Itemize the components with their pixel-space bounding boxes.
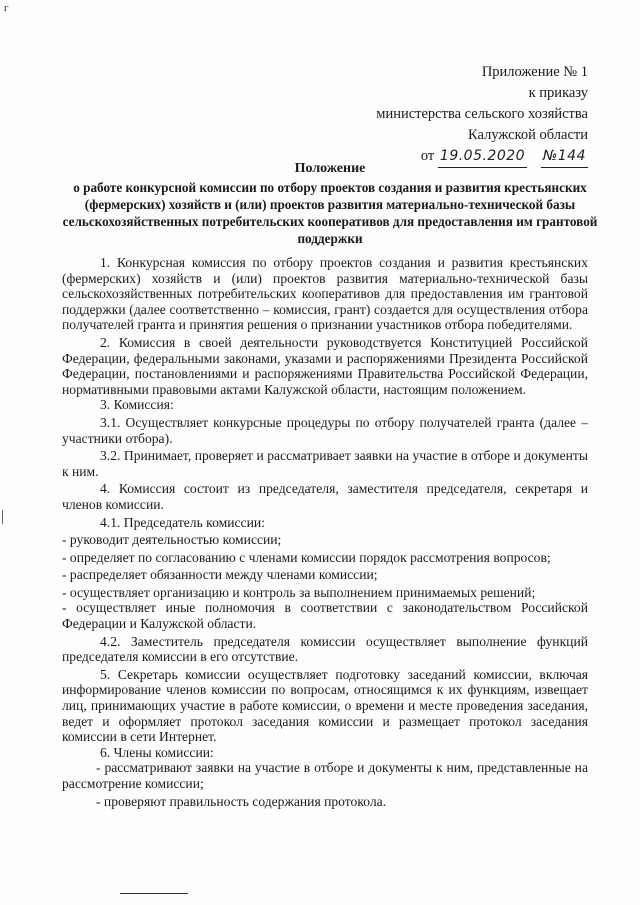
paragraph-4-2: 4.2. Заместитель председателя комиссии осуществляет выполнение функций председателя комиссии в его отсутствие.: [62, 633, 588, 665]
document-subtitle: о работе конкурсной комиссии по отбору проектов создания и развития крестьянских (фермерских) хозяйств и (или) проектов развития материально-технической базы сельскохозяйственных потребительских кооперативов для предоставления им грантовой поддержки: [62, 180, 598, 246]
list-item-chairman-3: - распределяет обязанности между членами комиссии;: [62, 567, 378, 583]
handwritten-date: 19.05.2020: [438, 146, 527, 168]
list-item-chairman-4: - осуществляет организацию и контроль за выполнением принимаемых решений;: [62, 584, 536, 600]
paragraph-3-1: 3.1. Осуществляет конкурсные процедуры по отбору получателей гранта (далее – участники отбора).: [62, 414, 588, 446]
appendix-order-ref: к приказу: [528, 85, 588, 101]
list-item-chairman-1: - руководит деятельностью комиссии;: [62, 532, 282, 548]
handwritten-number: №144: [541, 146, 588, 168]
paragraph-4-1: 4.1. Председатель комиссии:: [100, 514, 265, 530]
footer-rule: [120, 893, 188, 894]
appendix-number: Приложение № 1: [481, 64, 588, 80]
appendix-region: Калужской области: [468, 127, 588, 143]
date-prefix: от: [420, 148, 435, 164]
paragraph-3-2: 3.2. Принимает, проверяет и рассматривает заявки на участие в отборе и документы к ним.: [62, 448, 588, 479]
paragraph-1: 1. Конкурсная комиссия по отбору проектов создания и развития крестьянских (фермерских) хозяйств и (или) проектов развития материально-технической базы сельскохозяйственных потребительских кооперативов для предоставления им грантовой поддержки (далее соответственно – комиссия, грант) создается для осуществления отбора получателей гранта и принятия решения о признании участников отбора победителями.: [62, 255, 588, 333]
document-title: Положение: [294, 161, 366, 176]
appendix-header: [376, 62, 588, 168]
list-item-chairman-5: - осуществляет иные полномочия в соответствии с законодательством Российской Федерации и Калужской области.: [62, 600, 588, 632]
document-title-block: [60, 160, 600, 247]
paragraph-2: 2. Комиссия в своей деятельности руководствуется Конституцией Российской Федерации, федеральными законами, указами и распоряжениями Президента Российской Федерации, постановлениями и распоряжениями Правительства Российской Федерации, нормативными правовыми актами Калужской области, настоящим положением.: [62, 334, 588, 397]
paragraph-3: 3. Комиссия:: [100, 397, 174, 413]
list-item-chairman-2: - определяет по согласованию с членами комиссии порядок рассмотрения вопросов;: [62, 549, 551, 565]
paragraph-4: 4. Комиссия состоит из председателя, заместителя председателя, секретаря и членов комиссии.: [62, 481, 588, 512]
appendix-ministry: министерства сельского хозяйства: [376, 106, 588, 122]
document-body: [62, 255, 588, 809]
paragraph-5: 5. Секретарь комиссии осуществляет подготовку заседаний комиссии, включая информирование членов комиссии по вопросам, относящимся к их функциям, извещает лиц, принимающих участие в работе комиссии, о времени и месте проведения заседания, ведет и оформляет протокол заседания комиссии и размещает протокол заседания комиссии в сети Интернет.: [62, 666, 588, 745]
list-item-members-1: - рассматривают заявки на участие в отборе и документы к ним, представленные на рассмотрение комиссии;: [62, 760, 588, 791]
corner-mark: г: [4, 2, 9, 14]
paragraph-6: 6. Члены комиссии:: [100, 744, 214, 760]
margin-mark: [2, 510, 3, 524]
list-item-members-2: - проверяют правильность содержания протокола.: [96, 793, 387, 809]
